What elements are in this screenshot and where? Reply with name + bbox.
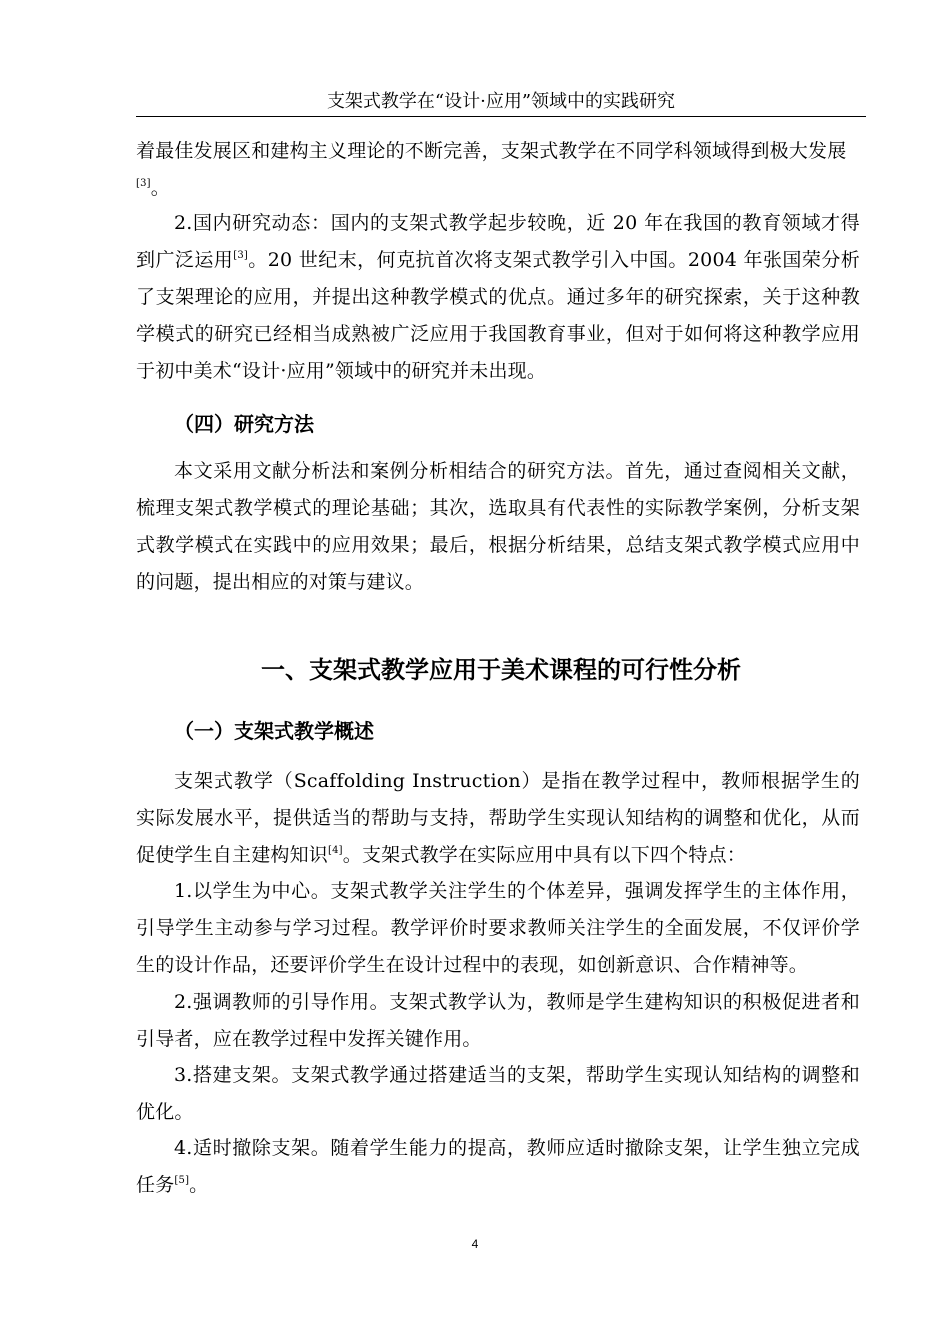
section-heading-research-method: （四）研究方法 bbox=[174, 412, 314, 436]
citation-ref: [4] bbox=[328, 845, 343, 856]
paragraph-feature-3 bbox=[136, 1057, 860, 1131]
paragraph-text: 2.国内研究动态：国内的支架式教学起步较晚，近 20 年在我国的教育领域才得到广泛运用 bbox=[136, 212, 860, 271]
paragraph-continued bbox=[136, 133, 860, 207]
paragraph-text: 支架式教学（Scaffolding Instruction）是指在教学过程中，教师根据学生的实际发展水平，提供适当的帮助与支持，帮助学生实现认知结构的调整和优化，从而促使学生自主建构知识 bbox=[136, 770, 860, 866]
section-heading-overview: （一）支架式教学概述 bbox=[174, 719, 374, 743]
running-header-title: 支架式教学在“设计·应用”领域中的实践研究 bbox=[326, 91, 676, 112]
paragraph-text: 着最佳发展区和建构主义理论的不断完善，支架式教学在不同学科领域得到极大发展 bbox=[136, 140, 847, 162]
paragraph-tail: 。 bbox=[189, 1174, 209, 1196]
paragraph-research-method bbox=[136, 453, 860, 601]
citation-ref: [3] bbox=[136, 178, 151, 189]
paragraph-text: 4.适时撤除支架。随着学生能力的提高，教师应适时撤除支架，让学生独立完成任务 bbox=[136, 1137, 860, 1196]
running-header bbox=[136, 88, 866, 117]
paragraph-text: 。支架式教学在实际应用中具有以下四个特点： bbox=[342, 844, 746, 866]
paragraph-domestic-research bbox=[136, 205, 860, 390]
paragraph-text: 1.以学生为中心。支架式教学关注学生的个体差异，强调发挥学生的主体作用，引导学生主动参与学习过程。教学评价时要求教师关注学生的全面发展，不仅评价学生的设计作品，还要评价学生在设计过程中的表现，如创新意识、合作精神等。 bbox=[136, 880, 860, 976]
paragraph-definition bbox=[136, 763, 860, 874]
paragraph-text: 2.强调教师的引导作用。支架式教学认为，教师是学生建构知识的积极促进者和引导者，应在教学过程中发挥关键作用。 bbox=[136, 991, 860, 1050]
citation-ref: [5] bbox=[174, 1175, 190, 1186]
page-number: 4 bbox=[471, 1237, 479, 1251]
paragraph-tail: 。 bbox=[150, 177, 170, 199]
paragraph-text: 本文采用文献分析法和案例分析相结合的研究方法。首先，通过查阅相关文献，梳理支架式教学模式的理论基础；其次，选取具有代表性的实际教学案例，分析支架式教学模式在实践中的应用效果；最后，根据分析结果，总结支架式教学模式应用中的问题，提出相应的对策与建议。 bbox=[136, 460, 860, 593]
paragraph-text: 。20 世纪末，何克抗首次将支架式教学引入中国。2004 年张国荣分析了支架理论的应用，并提出这种教学模式的优点。通过多年的研究探索，关于这种教学模式的研究已经相当成熟被广泛应用于我国教育事业，但对于如何将这种教学应用于初中美术“设计·应用”领域中的研究并未出现。 bbox=[136, 249, 860, 382]
paragraph-text: 3.搭建支架。支架式教学通过搭建适当的支架，帮助学生实现认知结构的调整和优化。 bbox=[136, 1064, 860, 1123]
paragraph-feature-4 bbox=[136, 1130, 860, 1204]
citation-ref: [3] bbox=[233, 250, 249, 261]
paragraph-feature-2 bbox=[136, 984, 860, 1058]
paragraph-feature-1 bbox=[136, 873, 860, 984]
chapter-heading: 一、支架式教学应用于美术课程的可行性分析 bbox=[261, 656, 741, 684]
